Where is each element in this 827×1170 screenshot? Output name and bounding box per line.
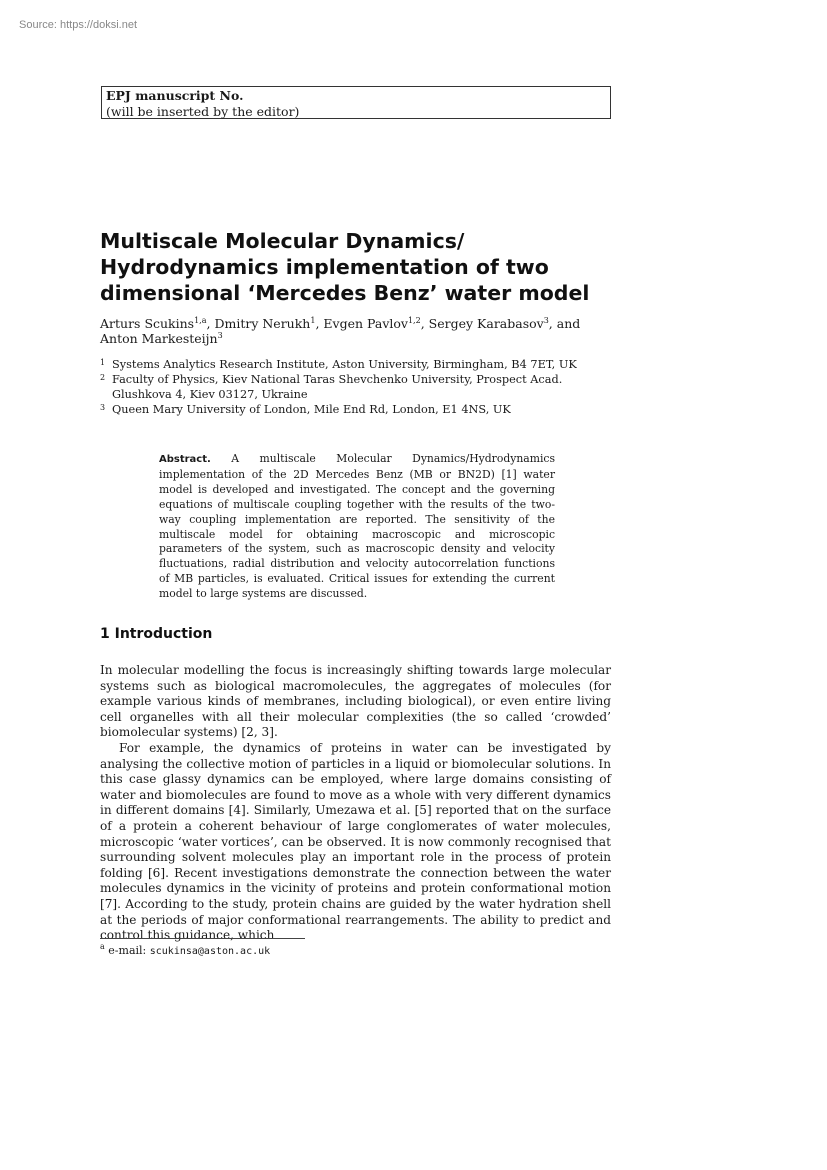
affiliation: 3 Queen Mary University of London, Mile End Rd, London, E1 4NS, UK [100,403,511,416]
author: Evgen Pavlov$^{1,2}$ [323,316,421,331]
title-line: dimensional ‘Mercedes Benz’ water model [100,281,590,305]
section-heading [100,626,212,642]
author: Anton Markesteijn$^3$ [100,331,223,346]
footnote [100,944,270,959]
author: Dmitry Nerukh$^1$ [214,316,316,331]
paragraph: In molecular modelling the focus is increasingly shifting towards large molecular systems such as biological macromolecules, the aggregates of molecules (for example various kinds of membranes, including biological), or even entire living cell organelles with all their molecular complexities (the so called ‘crowded’ biomolecular systems) [2, 3]. [100,663,611,740]
section-number: 1 [100,626,110,642]
affiliation-list [100,357,620,417]
footnote-divider [100,938,305,939]
abstract-label: Abstract. [159,454,211,465]
author: Arturs Scukins$^{1,a}$ [100,316,207,331]
paragraph: For example, the dynamics of proteins in water can be investigated by analysing the collective motion of particles in a liquid or biomolecular solutions. In this case glassy dynamics can be employed, where large domains consisting of water and biomolecules are found to move as a whole with very different dynamics in different domains [4]. Similarly, Umezawa et al. [5] reported that on the surface of a protein a coherent behaviour of large conglomerates of water molecules, microscopic ‘water vortices’, can be observed. It is now commonly recognised that surrounding solvent molecules play an important role in the process of protein folding [6]. Recent investigations demonstrate the connection between the water molecules dynamics in the vicinity of proteins and protein conformational motion [7]. According to the study, protein chains are guided by the water hydration shell at the periods of major conformational rearrangements. The ability to predict and control this guidance, which [100,740,611,943]
email-address: scukinsa@aston.ac.uk [149,946,271,957]
manuscript-number-label: EPJ manuscript No. [106,88,244,103]
section-title: Introduction [114,626,213,642]
affiliation: 1 Systems Analytics Research Institute, Aston University, Birmingham, B4 7ET, UK [100,358,577,371]
editor-manuscript-box [101,86,611,119]
author: Sergey Karabasov$^3$ [428,316,549,331]
source-watermark: Source: https://doksi.net [19,19,138,31]
footnote-marker: a [100,942,105,951]
footnote-label: e-mail: [108,944,147,957]
title-line: Multiscale Molecular Dynamics/ [100,229,465,253]
editor-note: (will be inserted by the editor) [106,104,300,119]
affiliation: 2 Faculty of Physics, Kiev National Taras Shevchenko University, Prospect Acad. Glushkova 4, Kiev 03127, Ukraine [100,373,563,401]
body-text [100,663,611,944]
title-line: Hydrodynamics implementation of two [100,255,549,279]
abstract [159,452,555,602]
paper-title [100,228,620,306]
author-list: Arturs Scukins$^{1,a}$, Dmitry Nerukh$^1$, Evgen Pavlov$^{1,2}$, Sergey Karabasov$^3$, and Anton Markesteijn$^3$ [100,316,581,346]
abstract-text: A multiscale Molecular Dynamics/Hydrodynamics implementation of the 2D Mercedes Benz (MB or BN2D) [1] water model is developed and investigated. The concept and the governing equations of multiscale coupling together with the results of the two-way coupling implementation are reported. The sensitivity of the multiscale model for obtaining macroscopic and microscopic parameters of the system, such as macroscopic density and velocity fluctuations, radial distribution and velocity autocorrelation functions of MB particles, is evaluated. Critical issues for extending the current model to large systems are discussed. [159,452,555,601]
